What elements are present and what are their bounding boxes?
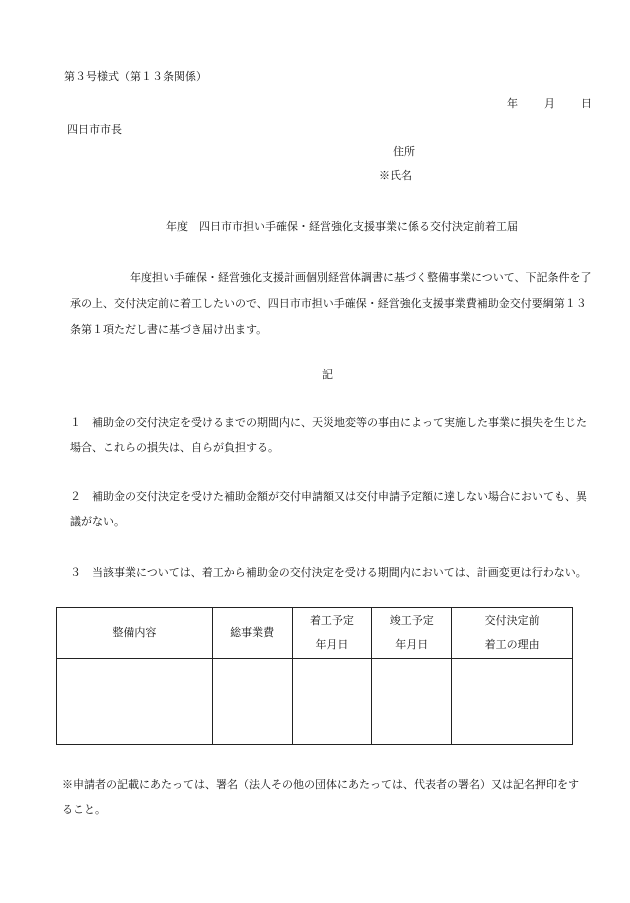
header-cell xyxy=(57,608,213,659)
item-number: １ xyxy=(70,416,81,429)
table-row xyxy=(57,659,573,745)
table-cell xyxy=(292,659,372,745)
condition-item xyxy=(70,560,595,585)
body-paragraph: 年度担い手確保・経営強化支援計画個別経営体調書に基づく整備事業について、下記条件を了承の上、交付決定前に着工したいので、四日市市担い手確保・経営強化支援事業費補助金交付要綱第１３条第１項ただし書に基づき届け出ます。 xyxy=(70,271,592,336)
header-line1: 交付決定前 xyxy=(484,614,540,627)
footnote: ※申請者の記載にあたっては、署名（法人その他の団体にあたっては、代表者の署名）又は記名押印をすること。 xyxy=(62,778,579,816)
date-line xyxy=(507,95,592,111)
condition-item xyxy=(70,410,595,460)
header-cell xyxy=(372,608,452,659)
header-line1: 着工予定 xyxy=(309,614,354,627)
table-cell xyxy=(212,659,292,745)
header-cell xyxy=(292,608,372,659)
header-cell xyxy=(212,608,292,659)
table-cell xyxy=(372,659,452,745)
header-line1: 総事業費 xyxy=(230,626,275,639)
date-day: 日 xyxy=(581,97,592,110)
ki-heading: 記 xyxy=(322,368,333,381)
table-cell xyxy=(452,659,573,745)
addressee: 四日市市長 xyxy=(67,123,122,136)
condition-item xyxy=(70,484,595,534)
item-number: ２ xyxy=(70,490,81,503)
header-line1: 竣工予定 xyxy=(389,614,434,627)
header-cell xyxy=(452,608,573,659)
header-line2: 年月日 xyxy=(395,638,429,651)
date-year: 年 xyxy=(507,97,518,110)
date-month: 月 xyxy=(544,97,555,110)
item-text: 補助金の交付決定を受けるまでの期間内に、天災地変等の事由によって実施した事業に損失を生じた場合、これらの損失は、自らが負担する。 xyxy=(70,416,587,454)
header-line1: 整備内容 xyxy=(112,626,157,639)
form-number: 第３号様式（第１３条関係） xyxy=(64,70,207,83)
project-table xyxy=(56,607,573,745)
document-title: 年度 四日市市担い手確保・経営強化支援事業に係る交付決定前着工届 xyxy=(166,220,518,233)
header-line2: 着工の理由 xyxy=(484,638,540,651)
item-text: 当該事業については、着工から補助金の交付決定を受ける期間内においては、計画変更は行わない。 xyxy=(92,566,587,579)
header-line2: 年月日 xyxy=(315,638,349,651)
table-header-row xyxy=(57,608,573,659)
item-text: 補助金の交付決定を受けた補助金額が交付申請額又は交付申請予定額に達しない場合においても、異議がない。 xyxy=(70,490,587,528)
address-label: 住所 xyxy=(393,145,415,158)
item-number: ３ xyxy=(70,566,81,579)
table-cell xyxy=(57,659,213,745)
name-label: ※氏名 xyxy=(379,169,412,182)
